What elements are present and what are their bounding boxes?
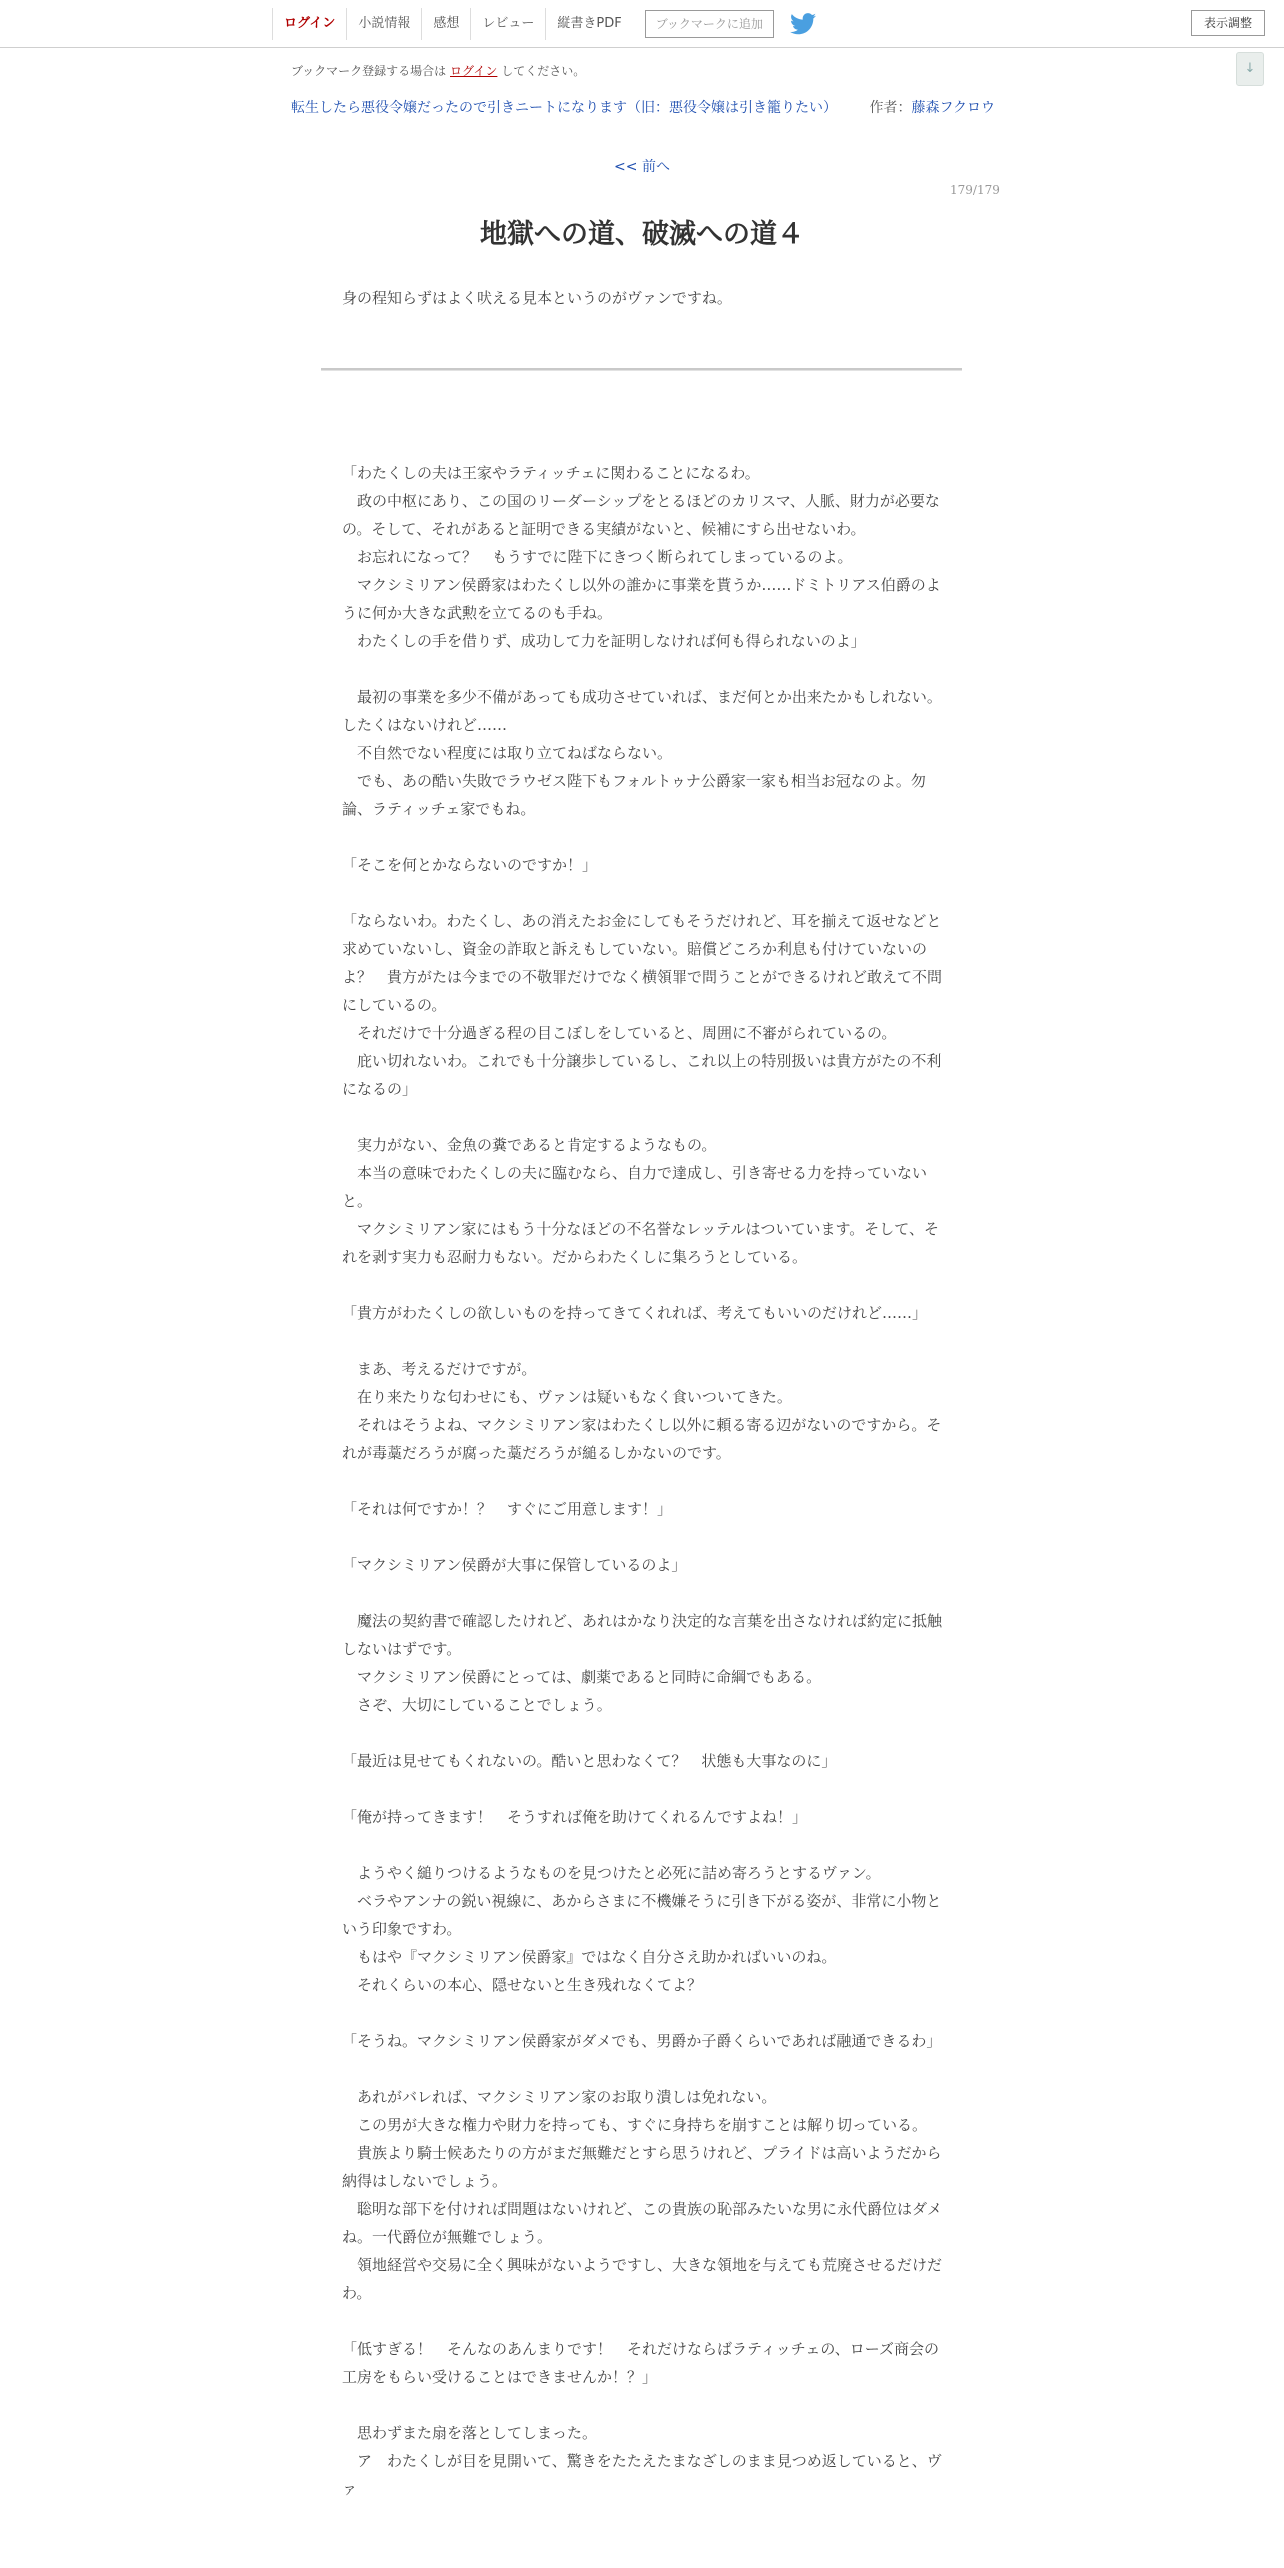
body-paragraph: 「そこを何とかならないのですか！」 — [342, 856, 598, 874]
chapter-preface: 身の程知らずはよく吠える見本というのがヴァンですね。 — [342, 289, 732, 307]
blank-line — [342, 1831, 942, 1859]
blank-line — [342, 1327, 942, 1355]
blank-line — [342, 1467, 942, 1495]
body-paragraph: お忘れになって？ もうすでに陛下にきつく断られてしまっているのよ。 — [342, 548, 853, 566]
body-paragraph: さぞ、大切にしていることでしょう。 — [342, 1696, 612, 1714]
bookmark-login-notice — [291, 62, 585, 79]
body-paragraph: それはそうよね、マクシミリアン家はわたくし以外に頼る寄る辺がないのですから。それが毒藁だろうが腐った藁だろうが縋るしかないのです。 — [342, 1416, 942, 1462]
novel-info-link[interactable]: 小説情報 — [346, 8, 421, 40]
chapter-body — [342, 459, 942, 2503]
notice-text-after: してください。 — [501, 64, 586, 78]
body-paragraph: でも、あの酷い失敗でラウゼス陛下もフォルトゥナ公爵家一家も相当お冠なのよ。勿論、ラティッチェ家でもね。 — [342, 772, 926, 818]
body-paragraph: 政の中枢にあり、この国のリーダーシップをとるほどのカリスマ、人脈、財力が必要なの。そして、それがあると証明できる実績がないと、候補にすら出せないわ。 — [342, 492, 940, 538]
body-paragraph: 「最近は見せてもくれないの。酷いと思わなくて？ 状態も大事なのに」 — [342, 1752, 837, 1770]
vertical-pdf-link[interactable]: 縦書きPDF — [545, 8, 632, 40]
prev-chapter-link[interactable]: << 前へ — [614, 159, 670, 175]
body-paragraph: マクシミリアン侯爵家はわたくし以外の誰かに事業を貰うか……ドミトリアス伯爵のように何か大きな武勲を立てるのも手ね。 — [342, 576, 941, 622]
body-paragraph: この男が大きな権力や財力を持っても、すぐに身持ちを崩すことは解り切っている。 — [342, 2116, 928, 2134]
body-paragraph: 「貴方がわたくしの欲しいものを持ってきてくれれば、考えてもいいのだけれど……」 — [342, 1304, 928, 1322]
notice-login-link[interactable]: ログイン — [450, 64, 498, 78]
blank-line — [342, 1775, 942, 1803]
body-paragraph: それくらいの本心、隠せないと生き残れなくてよ？ — [342, 1976, 703, 1994]
header-nav — [272, 8, 816, 40]
chapter-title: 地獄への道、破滅への道４ — [480, 219, 804, 250]
body-paragraph: 「ならないわ。わたくし、あの消えたお金にしてもそうだけれど、耳を揃えて返せなどと求めていないし、資金の詐取と訴えもしていない。賠償どころか利息も付けていないのよ？ 貴方がたは今までの不敬罪だけでなく横領罪で問うことができるけれど敢えて不問にしているの。 — [342, 912, 943, 1014]
series-info — [291, 97, 995, 117]
blank-line — [342, 2055, 942, 2083]
body-paragraph: 「それは何ですか！？ すぐにご用意します！」 — [342, 1500, 673, 1518]
login-link[interactable]: ログイン — [272, 8, 346, 40]
body-paragraph: 魔法の契約書で確認したけれど、あれはかなり決定的な言葉を出さなければ約定に抵触しないはずです。 — [342, 1612, 943, 1658]
body-paragraph: 本当の意味でわたくしの夫に臨むなら、自力で達成し、引き寄せる力を持っていないと。 — [342, 1164, 928, 1210]
body-paragraph: それだけで十分過ぎる程の目こぼしをしていると、周囲に不審がられているの。 — [342, 1024, 897, 1042]
body-paragraph: マクシミリアン侯爵にとっては、劇薬であると同時に命綱でもある。 — [342, 1668, 822, 1686]
body-paragraph: 聡明な部下を付ければ問題はないけれど、この貴族の恥部みたいな男に永代爵位はダメね。一代爵位が無難でしょう。 — [342, 2200, 943, 2246]
body-paragraph: ア わたくしが目を見開いて、驚きをたたえたまなざしのまま見つめ返していると、ヴァ — [342, 2452, 942, 2498]
author-link[interactable]: 藤森フクロウ — [911, 100, 996, 116]
add-bookmark-button[interactable]: ブックマークに追加 — [645, 10, 774, 38]
twitter-icon[interactable] — [790, 13, 816, 35]
body-paragraph: わたくしの手を借りず、成功して力を証明しなければ何も得られないのよ」 — [342, 632, 866, 650]
body-paragraph: 不自然でない程度には取り立てねばならない。 — [342, 744, 673, 762]
body-paragraph: 実力がない、金魚の糞であると肯定するようなもの。 — [342, 1136, 717, 1154]
blank-line — [342, 1579, 942, 1607]
body-paragraph: ベラやアンナの鋭い視線に、あからさまに不機嫌そうに引き下がる姿が、非常に小物という印象ですわ。 — [342, 1892, 942, 1938]
body-paragraph: 「俺が持ってきます！ そうすれば俺を助けてくれるんですよね！」 — [342, 1808, 808, 1826]
blank-line — [342, 2307, 942, 2335]
body-paragraph: 在り来たりな匂わせにも、ヴァンは疑いもなく食いついてきた。 — [342, 1388, 792, 1406]
blank-line — [342, 1999, 942, 2027]
display-settings-button[interactable]: 表示調整 — [1191, 10, 1265, 36]
top-bar — [0, 0, 1284, 48]
blank-line — [342, 1719, 942, 1747]
body-paragraph: 「マクシミリアン侯爵が大事に保管しているのよ」 — [342, 1556, 687, 1574]
body-paragraph: まあ、考えるだけですが。 — [342, 1360, 537, 1378]
series-title-link[interactable]: 転生したら悪役令嬢だったので引きニートになります（旧：悪役令嬢は引き籠りたい） — [291, 100, 837, 116]
blank-line — [342, 1103, 942, 1131]
scroll-down-tab[interactable]: ↓ — [1236, 52, 1264, 86]
body-paragraph: 領地経営や交易に全く興味がないようですし、大きな領地を与えても荒廃させるだけだわ。 — [342, 2256, 943, 2302]
blank-line — [342, 2391, 942, 2419]
author-label: 作者： — [869, 100, 912, 116]
body-paragraph: ようやく縋りつけるようなものを見つけたと必死に詰め寄ろうとするヴァン。 — [342, 1864, 881, 1882]
page-number: 179/179 — [950, 183, 1000, 197]
impressions-link[interactable]: 感想 — [421, 8, 470, 40]
body-paragraph: 「低すぎる！ そんなのあんまりです！ それだけならばラティッチェの、ローズ商会の工房をもらい受けることはできませんか！？」 — [342, 2340, 940, 2386]
body-paragraph: 思わずまた扇を落としてしまった。 — [342, 2424, 598, 2442]
body-paragraph: 庇い切れないわ。これでも十分譲歩しているし、これ以上の特別扱いは貴方がたの不利になるの」 — [342, 1052, 942, 1098]
preface-divider — [321, 368, 962, 371]
blank-line — [342, 1523, 942, 1551]
body-paragraph: あれがバレれば、マクシミリアン家のお取り潰しは免れない。 — [342, 2088, 777, 2106]
review-link[interactable]: レビュー — [470, 8, 545, 40]
body-paragraph: 最初の事業を多少不備があっても成功させていれば、まだ何とか出来たかもしれない。したくはないけれど…… — [342, 688, 942, 734]
blank-line — [342, 1271, 942, 1299]
body-paragraph: もはや『マクシミリアン侯爵家』ではなく自分さえ助かればいいのね。 — [342, 1948, 837, 1966]
body-paragraph: 「わたくしの夫は王家やラティッチェに関わることになるわ。 — [342, 464, 760, 482]
body-paragraph: 「そうね。マクシミリアン侯爵家がダメでも、男爵か子爵くらいであれば融通できるわ」 — [342, 2032, 942, 2050]
body-paragraph: 貴族より騎士候あたりの方がまだ無難だとすら思うけれど、プライドは高いようだから納得はしないでしょう。 — [342, 2144, 942, 2190]
blank-line — [342, 823, 942, 851]
body-paragraph: マクシミリアン家にはもう十分なほどの不名誉なレッテルはついています。そして、それを剥す実力も忍耐力もない。だからわたくしに集ろうとしている。 — [342, 1220, 940, 1266]
blank-line — [342, 879, 942, 907]
notice-text-before: ブックマーク登録する場合は — [291, 64, 447, 78]
blank-line — [342, 655, 942, 683]
